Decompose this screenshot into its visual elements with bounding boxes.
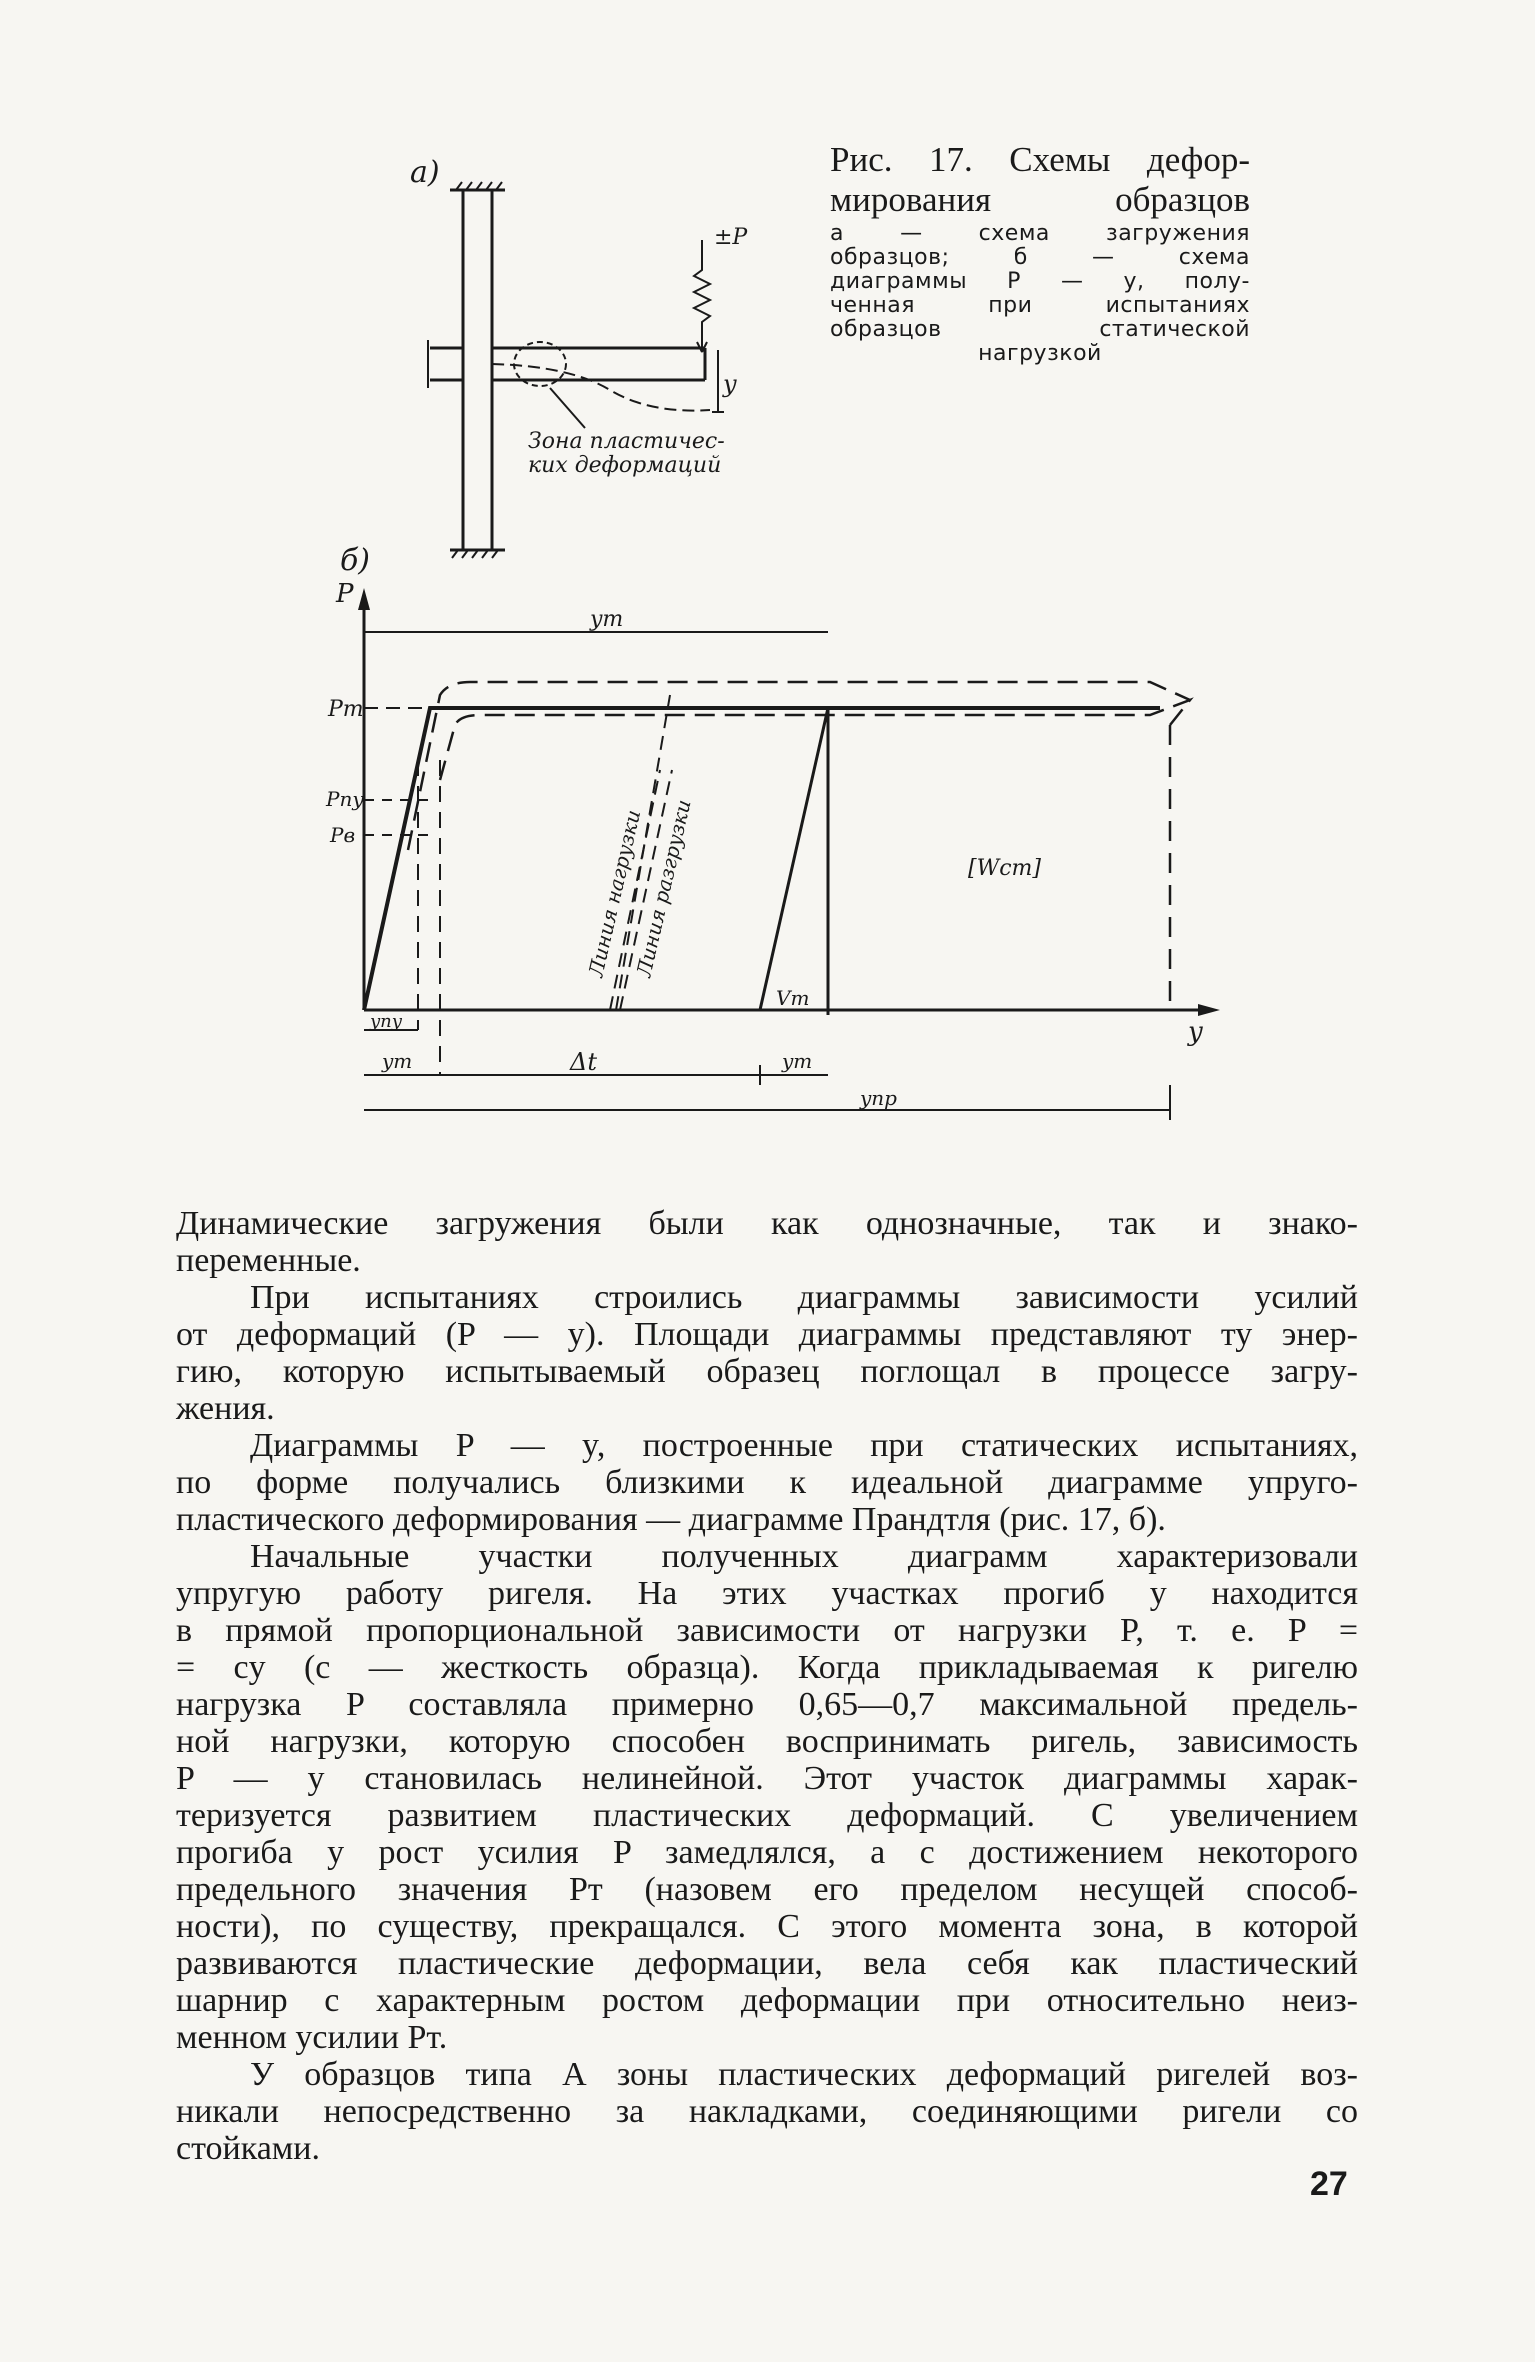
- body-text: [176, 1205, 1358, 2167]
- yt-right-label: yт: [782, 1049, 813, 1073]
- pt-label: Pт: [328, 697, 364, 722]
- p-axis-label: P: [336, 579, 354, 609]
- text-line: У образцов типа А зоны пластических деформаций ригелей воз-: [250, 2056, 1358, 2093]
- yt-left-label: yт: [382, 1049, 413, 1073]
- unloading-line-label: Линия разгрузки: [631, 797, 696, 980]
- text-line: жения.: [176, 1390, 275, 1427]
- text-line: При испытаниях строились диаграммы зависимости усилий: [250, 1279, 1358, 1316]
- fig-b-label: б): [340, 543, 371, 578]
- y-axis-arrow: [1198, 1004, 1220, 1016]
- figure-b-p-y-diagram: [320, 530, 1240, 1130]
- deflection-label: y: [723, 370, 737, 398]
- loading-line-label: Линия нагрузки: [583, 807, 646, 980]
- text-line: в прямой пропорциональной зависимости от нагрузки P, т. е. P =: [176, 1612, 1358, 1649]
- caption-title-line: мирования образцов: [830, 180, 1250, 219]
- unloading-segment: [760, 708, 828, 1010]
- caption-title: [830, 140, 1250, 220]
- text-line: стойками.: [176, 2130, 321, 2167]
- ypr-label: yпр: [860, 1086, 897, 1110]
- text-line: Диаграммы P — y, построенные при статических испытаниях,: [250, 1427, 1358, 1464]
- vt-label: Vт: [776, 986, 810, 1010]
- text-line: P — y становилась нелинейной. Этот участок диаграммы харак-: [176, 1760, 1358, 1797]
- load-label: ±P: [714, 225, 748, 250]
- text-line: от деформаций (P — y). Площади диаграммы представляют ту энер-: [176, 1316, 1358, 1353]
- yt-top-label: yт: [590, 607, 624, 632]
- zone-leader: [550, 388, 585, 428]
- text-line: = cy (c — жесткость образца). Когда прикладываемая к ригелю: [176, 1649, 1358, 1686]
- text-line: упругую работу ригеля. На этих участках прогиб y находится: [176, 1575, 1358, 1612]
- zone-label-line-2: ких деформаций: [528, 453, 722, 478]
- figure-caption: [830, 140, 1250, 366]
- zone-label-line-1: Зона пластичес-: [528, 429, 725, 454]
- text-line: переменные.: [176, 1242, 361, 1279]
- text-line: шарнир с характерным ростом деформации при относительно неиз-: [176, 1982, 1358, 2019]
- text-line: никали непосредственно за накладками, соединяющими ригели со: [176, 2093, 1358, 2130]
- text-line: менном усилии Pт.: [176, 2019, 448, 2056]
- caption-body-line: нагрузкой: [978, 341, 1102, 366]
- figure-a-loading-scheme: [400, 150, 760, 560]
- text-line: предельного значения Pт (назовем его пределом несущей способ-: [176, 1871, 1358, 1908]
- y-axis-label: y: [1188, 1017, 1203, 1047]
- load-spring: [694, 240, 710, 352]
- caption-body-line: диаграммы P — y, полу-: [830, 269, 1250, 294]
- paragraph: [176, 1279, 1358, 1427]
- caption-body-line: образцов статической: [830, 317, 1250, 342]
- text-line: ности), по существу, прекращался. С этого момента зона, в которой: [176, 1908, 1358, 1945]
- text-line: нагрузка P составляла примерно 0,65—0,7 максимальной предель-: [176, 1686, 1358, 1723]
- text-line: теризуется развитием пластических деформаций. С увеличением: [176, 1797, 1358, 1834]
- delta-t-label: Δt: [570, 1048, 597, 1076]
- w-st-label: [Wст]: [968, 856, 1041, 881]
- text-line: гию, которую испытываемый образец поглощал в процессе загру-: [176, 1353, 1358, 1390]
- text-line: развиваются пластические деформации, вела себя как пластический: [176, 1945, 1358, 1982]
- ppu-label: Pпу: [326, 787, 364, 811]
- fig-a-label: а): [410, 155, 440, 190]
- page-number: 27: [1310, 2165, 1348, 2203]
- caption-title-line: Рис. 17. Схемы дефор-: [830, 140, 1250, 179]
- paragraph: [176, 1538, 1358, 2056]
- text-line: Начальные участки полученных диаграмм характеризовали: [250, 1538, 1358, 1575]
- paragraph: [176, 2056, 1358, 2167]
- caption-body-line: а — схема загружения: [830, 221, 1250, 246]
- paragraph: [176, 1427, 1358, 1538]
- text-line: по форме получались близкими к идеальной диаграмме упруго-: [176, 1464, 1358, 1501]
- text-line: прогиба y рост усилия P замедлялся, а с достижением некоторого: [176, 1834, 1358, 1871]
- p-axis-arrow: [358, 588, 370, 610]
- deformed-beam: [492, 364, 710, 411]
- ypu-label: yпу: [370, 1011, 403, 1032]
- text-line: пластического деформирования — диаграмме Прандтля (рис. 17, б).: [176, 1501, 1166, 1538]
- paragraph: [176, 1205, 1358, 1279]
- text-line: Динамические загружения были как однозначные, так и знако-: [176, 1205, 1358, 1242]
- caption-body-line: ченная при испытаниях: [830, 293, 1250, 318]
- text-line: ной нагрузки, которую способен воспринимать ригель, зависимость: [176, 1723, 1358, 1760]
- caption-body-line: образцов; б — схема: [830, 245, 1250, 270]
- pb-label: Pв: [330, 823, 356, 847]
- caption-body: [830, 222, 1250, 366]
